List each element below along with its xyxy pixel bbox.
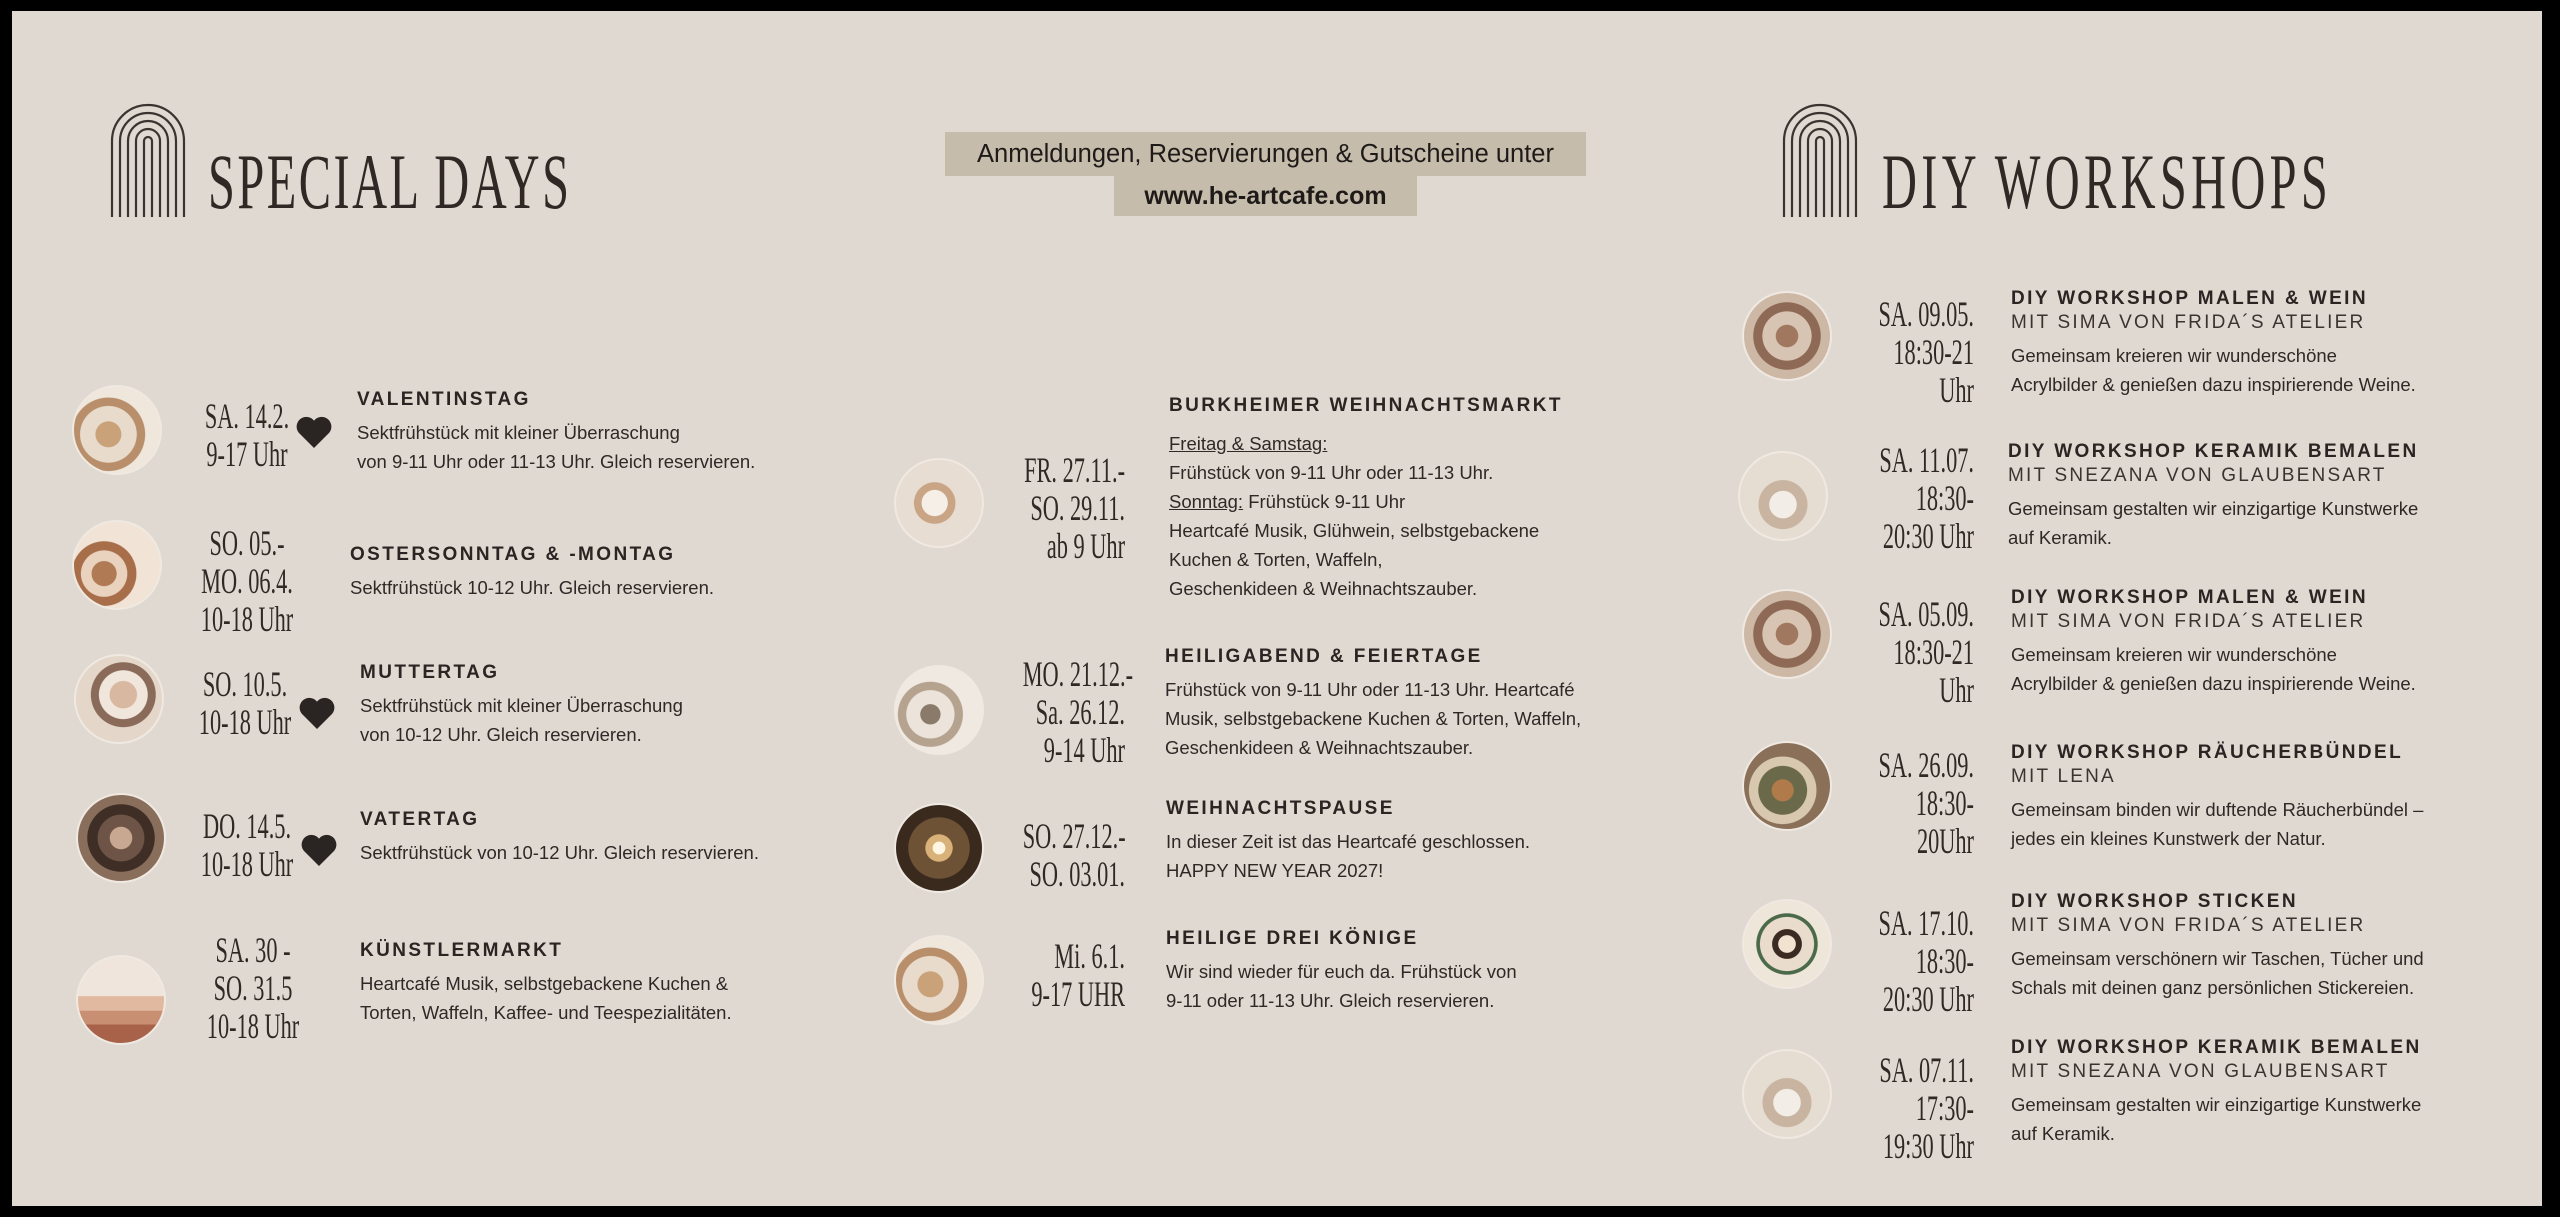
heart-icon bbox=[295, 416, 333, 448]
event-date: SO. 10.5. 10-18 Uhr bbox=[198, 664, 292, 742]
workshop-title: DIY WORKSHOP MALEN & WEIN bbox=[2011, 288, 2368, 309]
event-title: VALENTINSTAG bbox=[357, 389, 531, 410]
website-link[interactable]: www.he-artcafe.com bbox=[1114, 176, 1417, 216]
workshop-host: MIT SNEZANA VON GLAUBENSART bbox=[2011, 1061, 2390, 1082]
event-photo bbox=[76, 793, 166, 883]
event-description: Heartcafé Musik, selbstgebackene Kuchen & Torten, Waffeln, Kaffee- und Teespezialitäten. bbox=[360, 973, 732, 1023]
event-date: DO. 14.5. 10-18 Uhr bbox=[200, 806, 294, 884]
workshop-description: Gemeinsam gestalten wir einzigartige Kunstwerke auf Keramik. bbox=[2011, 1094, 2422, 1144]
event-description: Sektfrühstück mit kleiner Überraschung von 10-12 Uhr. Gleich reservieren. bbox=[360, 695, 683, 745]
workshop-date: SA. 07.11. 17:30- 19:30 Uhr bbox=[1879, 1050, 1974, 1166]
workshop-title: DIY WORKSHOP RÄUCHERBÜNDEL bbox=[2011, 742, 2404, 763]
workshop-description: Gemeinsam verschönern wir Taschen, Tücher und Schals mit deinen ganz persönlichen Stickereien. bbox=[2011, 948, 2424, 998]
event-description: In dieser Zeit ist das Heartcafé geschlossen. HAPPY NEW YEAR 2027! bbox=[1166, 831, 1531, 881]
workshop-host: MIT LENA bbox=[2011, 766, 2116, 787]
workshop-title: DIY WORKSHOP KERAMIK BEMALEN bbox=[2011, 1037, 2422, 1058]
event-title: MUTTERTAG bbox=[360, 662, 500, 683]
event-title: KÜNSTLERMARKT bbox=[360, 940, 564, 961]
workshop-description: Gemeinsam binden wir duftende Räucherbündel – jedes ein kleines Kunstwerk der Natur. bbox=[2011, 799, 2424, 849]
event-date: FR. 27.11.- SO. 29.11. ab 9 Uhr bbox=[1024, 450, 1125, 566]
workshop-title: DIY WORKSHOP KERAMIK BEMALEN bbox=[2008, 441, 2419, 462]
event-description: Frühstück von 9-11 Uhr oder 11-13 Uhr. Heartcafé Musik, selbstgebackene Kuchen & Torten, Waffeln, Geschenkideen & Weihnachtszauber. bbox=[1165, 679, 1582, 758]
workshop-host: MIT SIMA VON FRIDA´S ATELIER bbox=[2011, 915, 2366, 936]
workshop-description: Gemeinsam gestalten wir einzigartige Kunstwerke auf Keramik. bbox=[2008, 498, 2419, 548]
event-description: Freitag & Samstag: Frühstück von 9-11 Uhr oder 11-13 Uhr. Sonntag: Frühstück 9-11 Uhr Heartcafé Musik, Glühwein, selbstgebackene Kuchen & Torten, Waffeln, Geschenkideen & Weihnachtszauber. bbox=[1169, 433, 1540, 599]
event-title: HEILIGE DREI KÖNIGE bbox=[1166, 928, 1419, 949]
event-photo bbox=[72, 385, 162, 475]
special-days-title: SPECIAL DAYS bbox=[208, 138, 572, 225]
workshop-date: SA. 17.10. 18:30- 20:30 Uhr bbox=[1878, 903, 1974, 1019]
workshop-host: MIT SIMA VON FRIDA´S ATELIER bbox=[2011, 611, 2366, 632]
event-date: SA. 30 - SO. 31.5 10-18 Uhr bbox=[206, 930, 300, 1046]
event-photo bbox=[74, 654, 164, 744]
event-title: BURKHEIMER WEIHNACHTSMARKT bbox=[1169, 395, 1563, 416]
event-title: WEIHNACHTSPAUSE bbox=[1166, 798, 1395, 819]
workshop-date: SA. 26.09. 18:30- 20Uhr bbox=[1878, 745, 1974, 861]
arch-logo-icon bbox=[1780, 101, 1860, 217]
workshop-date: SA. 05.09. 18:30-21 Uhr bbox=[1878, 594, 1974, 710]
workshop-host: MIT SNEZANA VON GLAUBENSART bbox=[2008, 465, 2387, 486]
event-photo bbox=[76, 955, 166, 1045]
event-date: MO. 21.12.- Sa. 26.12. 9-14 Uhr bbox=[1022, 654, 1134, 770]
workshop-title: DIY WORKSHOP STICKEN bbox=[2011, 891, 2298, 912]
event-description: Sektfrühstück mit kleiner Überraschung von 9-11 Uhr oder 11-13 Uhr. Gleich reservieren. bbox=[357, 422, 756, 472]
event-description: Wir sind wieder für euch da. Frühstück von 9-11 oder 11-13 Uhr. Gleich reservieren. bbox=[1166, 961, 1517, 1011]
workshop-description: Gemeinsam kreieren wir wunderschöne Acrylbilder & genießen dazu inspirierende Weine. bbox=[2011, 644, 2416, 694]
diy-workshops-title: DIY WORKSHOPS bbox=[1882, 138, 2333, 225]
event-date: SO. 27.12.- SO. 03.01. bbox=[1022, 816, 1126, 894]
event-description: Sektfrühstück von 10-12 Uhr. Gleich reservieren. bbox=[360, 842, 759, 863]
event-title: VATERTAG bbox=[360, 809, 480, 830]
event-photo bbox=[72, 520, 162, 610]
event-title: OSTERSONNTAG & -MONTAG bbox=[350, 544, 676, 565]
event-description: Sektfrühstück 10-12 Uhr. Gleich reservieren. bbox=[350, 577, 714, 598]
workshop-host: MIT SIMA VON FRIDA´S ATELIER bbox=[2011, 312, 2366, 333]
flyer-page bbox=[12, 11, 2542, 1206]
heart-icon bbox=[298, 697, 336, 729]
workshop-date: SA. 09.05. 18:30-21 Uhr bbox=[1878, 294, 1974, 410]
workshop-title: DIY WORKSHOP MALEN & WEIN bbox=[2011, 587, 2368, 608]
arch-logo-icon bbox=[108, 101, 188, 217]
heart-icon bbox=[300, 834, 338, 866]
workshop-description: Gemeinsam kreieren wir wunderschöne Acrylbilder & genießen dazu inspirierende Weine. bbox=[2011, 345, 2416, 395]
event-title: HEILIGABEND & FEIERTAGE bbox=[1165, 646, 1483, 667]
event-date: Mi. 6.1. 9-17 UHR bbox=[1031, 936, 1125, 1014]
notice-line-1: Anmeldungen, Reservierungen & Gutscheine unter bbox=[945, 132, 1586, 176]
event-date: SA. 14.2. 9-17 Uhr bbox=[204, 396, 290, 474]
workshop-date: SA. 11.07. 18:30- 20:30 Uhr bbox=[1879, 440, 1974, 556]
event-date: SO. 05.- MO. 06.4. 10-18 Uhr bbox=[200, 523, 294, 639]
